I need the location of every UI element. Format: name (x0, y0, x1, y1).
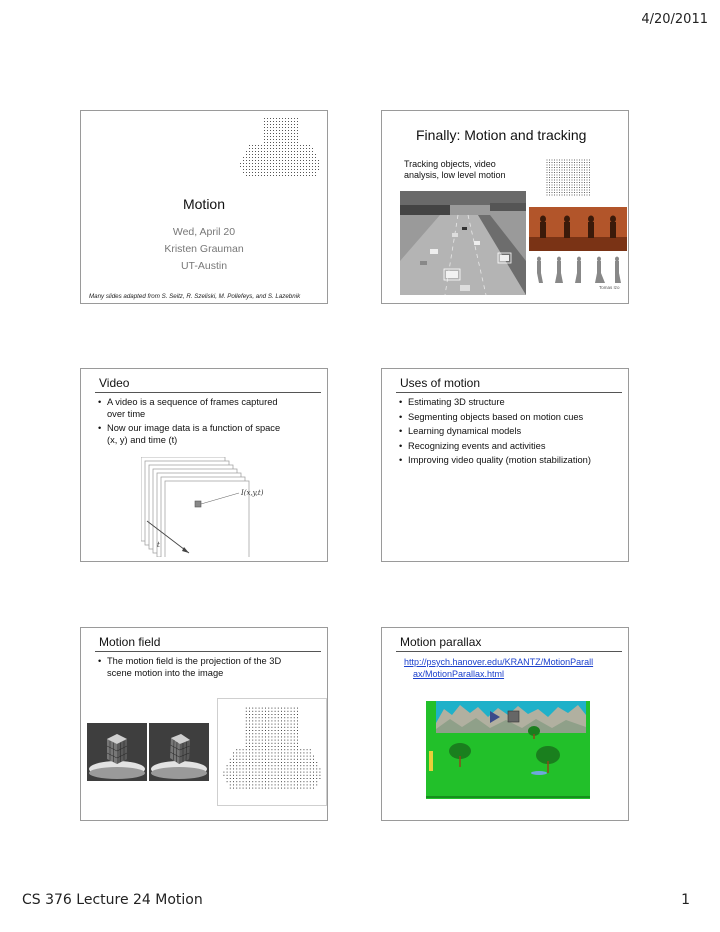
slide-6-motion-parallax (381, 627, 629, 821)
footer-course: CS 376 Lecture 24 Motion (22, 892, 203, 908)
bullet-item: • The motion field is the projection of the 3D scene motion into the image (97, 656, 321, 679)
slide-title: Motion parallax (400, 635, 482, 649)
time-axis-label: t (157, 541, 160, 549)
slide-credit-note: Many slides adapted from S. Seitz, R. Szeliski, M. Pollefeys, and S. Lazebnik (89, 293, 301, 300)
time-axis-arrow (145, 519, 195, 557)
slide-title: Video (99, 376, 130, 390)
rubiks-cube-photo-2 (149, 723, 209, 781)
bullet-item: • Learning dynamical models (398, 426, 622, 438)
bullet-item: • Improving video quality (motion stabilization) (398, 455, 622, 467)
slide-5-motion-field (80, 627, 328, 821)
slide-text: Tracking objects, video analysis, low level motion (404, 159, 506, 180)
highway-tracking-image (400, 191, 526, 295)
motion-parallax-demo-image (426, 701, 590, 799)
bullet-item: • A video is a sequence of frames captured over time (97, 397, 321, 420)
bullet-list (97, 397, 321, 449)
bullet-list (97, 656, 321, 682)
title-rule (95, 651, 321, 652)
image-credit: Tomas Izo (599, 285, 620, 290)
parallax-demo-link[interactable]: http://psych.hanover.edu/KRANTZ/MotionParall ax/MotionParallax.html (404, 657, 594, 679)
slide-title: Motion field (99, 635, 161, 649)
flow-field-image (544, 157, 592, 197)
slide-1-title (80, 110, 328, 304)
slide-title: Finally: Motion and tracking (416, 127, 587, 143)
bullet-item: • Now our image data is a function of space (x, y) and time (t) (97, 423, 321, 446)
slide-4-uses-of-motion (381, 368, 629, 562)
slide-subtitle-institution: UT-Austin (180, 260, 228, 272)
slide-title: Motion (182, 196, 226, 212)
footer-page-number: 1 (681, 892, 690, 908)
slide-3-video (80, 368, 328, 562)
flow-field-image (237, 115, 323, 185)
motion-field-image (217, 698, 327, 806)
walking-person-images (529, 207, 627, 289)
bullet-item: • Recognizing events and activities (398, 441, 622, 453)
bullet-item: • Segmenting objects based on motion cues (398, 412, 622, 424)
rubiks-cube-photo-1 (87, 723, 147, 781)
bullet-item: • Estimating 3D structure (398, 397, 622, 409)
slide-title: Uses of motion (400, 376, 481, 390)
bullet-list (398, 397, 622, 470)
pixel-label: I(x,y,t) (241, 489, 264, 497)
title-rule (396, 651, 622, 652)
slide-2-tracking (381, 110, 629, 304)
header-date: 4/20/2011 (641, 12, 708, 27)
title-rule (95, 392, 321, 393)
slide-subtitle-date: Wed, April 20 (172, 226, 236, 238)
slide-subtitle-author: Kristen Grauman (164, 243, 244, 255)
title-rule (396, 392, 622, 393)
